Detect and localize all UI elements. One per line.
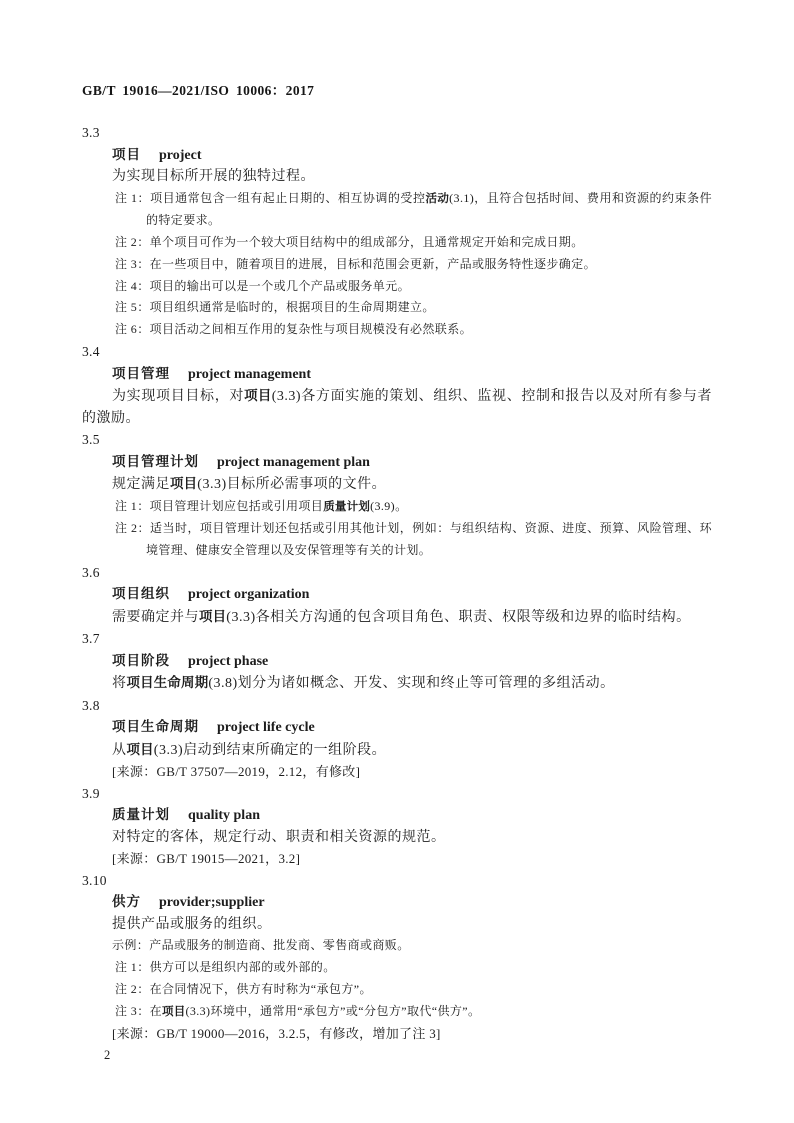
- term-example: 示例：产品或服务的制造商、批发商、零售商或商贩。: [112, 938, 410, 953]
- term-section: [82, 870, 712, 1045]
- term-zh: 项目管理: [112, 365, 170, 381]
- term-note: 注 2：适当时，项目管理计划还包括或引用其他计划，例如：与组织结构、资源、进度、预算、风险管理、环境管理、健康安全管理以及安保管理等有关的计划。: [115, 521, 712, 558]
- term-zh: 项目: [112, 146, 141, 162]
- term-zh: 项目管理计划: [112, 453, 199, 469]
- term-section: [82, 429, 712, 562]
- term-definition: 提供产品或服务的组织。: [112, 916, 272, 932]
- term-zh: 项目阶段: [112, 652, 170, 668]
- term-definition: 规定满足项目(3.3)目标所必需事项的文件。: [112, 476, 387, 493]
- term-en: project management plan: [217, 454, 370, 470]
- term-notes: [82, 188, 712, 342]
- term-note: 注 4：项目的输出可以是一个或几个产品或服务单元。: [115, 278, 411, 293]
- section-number: 3.8: [82, 697, 100, 713]
- term-note: 注 1：项目管理计划应包括或引用项目质量计划(3.9)。: [115, 498, 408, 513]
- term-definition: 将项目生命周期(3.8)划分为诸如概念、开发、实现和终止等可管理的多组活动。: [112, 675, 615, 692]
- term-zh: 项目生命周期: [112, 719, 199, 735]
- term-note: 注 3：在一些项目中，随着项目的进展，目标和范围会更新，产品或服务特性逐步确定。: [115, 256, 597, 271]
- section-number: 3.6: [82, 564, 100, 580]
- term-en: provider;supplier: [159, 895, 265, 911]
- term-source: [来源：GB/T 19015—2021，3.2]: [112, 851, 301, 867]
- section-number: 3.5: [82, 432, 100, 448]
- term-note: 注 2：在合同情况下，供方有时称为“承包方”。: [115, 981, 372, 996]
- term-line: [82, 363, 712, 386]
- term-en: project phase: [188, 653, 269, 669]
- term-definition: 从项目(3.3)启动到结束所确定的一组阶段。: [112, 741, 387, 758]
- term-note: 注 6：项目活动之间相互作用的复杂性与项目规模没有必然联系。: [115, 322, 473, 337]
- page-number: 2: [104, 1047, 111, 1062]
- term-source: [来源：GB/T 19000—2016，3.2.5，有修改，增加了注 3]: [112, 1026, 441, 1042]
- term-section: [82, 562, 712, 629]
- section-number: 3.4: [82, 344, 100, 360]
- section-number: 3.7: [82, 631, 100, 647]
- section-number: 3.3: [82, 125, 100, 140]
- term-zh: 质量计划: [112, 807, 170, 823]
- term-en: project management: [188, 366, 311, 382]
- term-notes: [82, 496, 712, 562]
- term-line: [82, 451, 712, 474]
- section-number: 3.9: [82, 785, 100, 801]
- running-header: GB/T 19016—2021/ISO 10006：2017: [82, 83, 315, 98]
- term-en: project: [159, 147, 202, 163]
- term-note: 注 3：在项目(3.3)环境中，通常用“承包方”或“分包方”取代“供方”。: [115, 1003, 481, 1018]
- term-notes: [82, 957, 712, 1023]
- term-line: [82, 144, 712, 167]
- term-section: [82, 628, 712, 695]
- term-note: 注 2：单个项目可作为一个较大项目结构中的组成部分，且通常规定开始和完成日期。: [115, 235, 584, 250]
- term-zh: 供方: [112, 894, 141, 910]
- term-definition: 为实现目标所开展的独特过程。: [112, 169, 315, 184]
- term-line: [82, 716, 712, 739]
- term-line: [82, 891, 712, 914]
- term-line: [82, 804, 712, 827]
- term-note: 注 1：项目通常包含一组有起止日期的、相互协调的受控活动(3.1)，且符合包括时间、费用和资源的约束条件的特定要求。: [115, 190, 712, 228]
- term-en: quality plan: [188, 808, 260, 824]
- term-section: [82, 783, 712, 870]
- term-section: [82, 341, 712, 429]
- term-definition: 为实现项目目标，对项目(3.3)各方面实施的策划、组织、监视、控制和报告以及对所有参与者的激励。: [82, 388, 713, 426]
- term-section: [82, 695, 712, 783]
- term-note: 注 1：供方可以是组织内部的或外部的。: [115, 959, 336, 974]
- term-note: 注 5：项目组织通常是临时的，根据项目的生命周期建立。: [115, 300, 435, 315]
- section-number: 3.10: [82, 872, 107, 888]
- term-en: project life cycle: [217, 720, 315, 736]
- term-definition: 对特定的客体，规定行动、职责和相关资源的规范。: [112, 829, 446, 845]
- term-source: [来源：GB/T 37507—2019，2.12，有修改]: [112, 764, 361, 780]
- term-en: project organization: [188, 587, 310, 603]
- term-line: [82, 650, 712, 673]
- term-definition: 需要确定并与项目(3.3)各相关方沟通的包含项目角色、职责、权限等级和边界的临时结构。: [112, 608, 691, 625]
- term-zh: 项目组织: [112, 586, 170, 602]
- terms-content: [82, 122, 712, 1045]
- term-line: [82, 583, 712, 606]
- term-section: [82, 122, 712, 341]
